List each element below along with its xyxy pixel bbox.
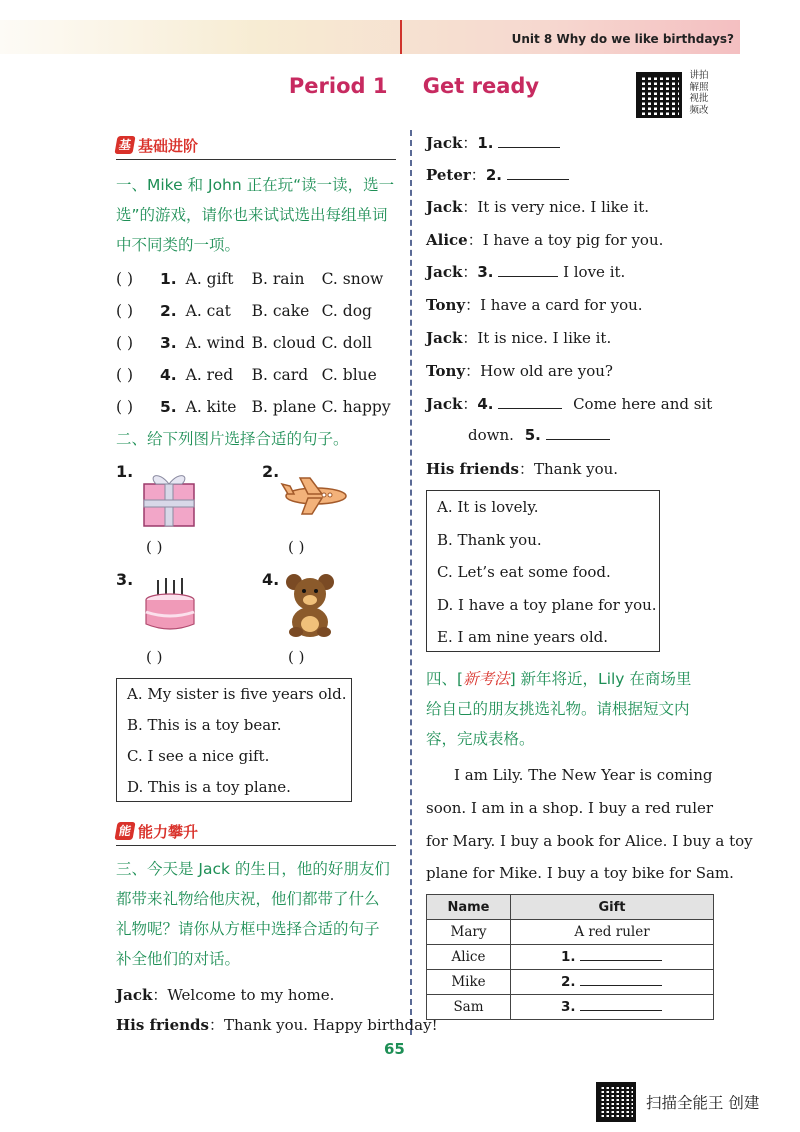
ex4-prompt-line: 容，完成表格。	[426, 730, 535, 748]
ex3-option-box	[426, 490, 660, 652]
ex3-prompt-line: 三、今天是 Jack 的生日，他的好朋友们	[116, 860, 390, 878]
speaker: Jack	[426, 134, 463, 152]
ex1-item	[116, 366, 377, 384]
new-method-tag: 新考法	[463, 670, 510, 688]
blank-number: 3.	[561, 999, 576, 1015]
page-number: 65	[384, 1040, 405, 1058]
section-ability-underline	[116, 845, 396, 846]
answer-blank[interactable]	[580, 999, 662, 1011]
dialog-line	[426, 393, 712, 414]
ex1-prompt-line: 中不同类的一项。	[116, 236, 241, 254]
answer-blank[interactable]	[498, 395, 562, 409]
option-line: C. Let’s eat some food.	[437, 563, 611, 581]
scanner-qr-icon	[596, 1082, 636, 1122]
speaker: His friends	[426, 460, 519, 478]
dialog-text: down.	[468, 426, 514, 444]
option-b: B. card	[251, 366, 309, 384]
sep: ：	[152, 986, 168, 1004]
item-number: 2.	[160, 302, 177, 320]
option-line: C. I see a nice gift.	[127, 747, 270, 765]
speaker: Tony	[426, 296, 466, 314]
dialog-text: Thank you.	[534, 460, 619, 478]
dialog-text: I love it.	[563, 263, 626, 281]
section-basic-icon: 基	[114, 136, 135, 154]
speaker: Jack	[116, 986, 153, 1004]
dialog-line	[426, 229, 663, 250]
answer-paren[interactable]: ( )	[146, 648, 163, 666]
column-divider	[410, 130, 412, 1035]
answer-paren[interactable]: ( )	[116, 270, 134, 288]
sep: ：	[208, 1016, 224, 1034]
ex1-prompt	[116, 170, 402, 260]
dialog-line	[426, 164, 569, 185]
dialog-line	[426, 196, 649, 217]
answer-paren[interactable]: ( )	[116, 302, 134, 320]
dialog-line	[426, 327, 611, 348]
option-line: D. I have a toy plane for you.	[437, 596, 657, 614]
answer-blank[interactable]	[580, 949, 662, 961]
sep: ：	[465, 362, 481, 380]
dialog-line	[116, 1014, 438, 1035]
section-basic-underline	[116, 159, 396, 160]
dialog-text: Welcome to my home.	[167, 986, 335, 1004]
speaker: His friends	[116, 1016, 209, 1034]
sep: ：	[462, 395, 478, 413]
sep: ：	[470, 166, 486, 184]
gift-box-icon	[138, 470, 202, 528]
ex1-item	[116, 270, 383, 288]
ex4-prompt-line	[426, 664, 726, 694]
blank-number: 2.	[485, 166, 502, 184]
sep: ：	[465, 296, 481, 314]
dialog-text: How old are you?	[480, 362, 613, 380]
blank-number: 2.	[561, 974, 576, 990]
passage-line: plane for Mike. I buy a toy bike for Sam.	[426, 864, 734, 882]
option-a: A. cat	[185, 302, 231, 320]
qr-caption: 讲拍解照视批频改	[689, 70, 709, 116]
speaker: Tony	[426, 362, 466, 380]
item-number: 1.	[160, 270, 177, 288]
option-c: C. blue	[321, 366, 377, 384]
answer-blank[interactable]	[498, 263, 558, 277]
gift-cell	[511, 995, 714, 1020]
dialog-line	[116, 984, 334, 1005]
dialog-text: It is nice. I like it.	[477, 329, 612, 347]
section-basic-label: 基础进阶	[138, 136, 199, 155]
dialog-text: Thank you. Happy birthday!	[224, 1016, 438, 1034]
option-b: B. cloud	[251, 334, 316, 352]
sep: ：	[467, 231, 483, 249]
option-b: B. rain	[251, 270, 305, 288]
ex1-prompt-line: 选”的游戏，请你也来试试选出每组单词	[116, 206, 388, 224]
speaker: Jack	[426, 329, 463, 347]
answer-blank[interactable]	[507, 166, 569, 180]
teddy-bear-icon	[282, 572, 338, 638]
header-separator	[400, 20, 402, 54]
dialog-line	[426, 261, 625, 282]
sep: ：	[462, 134, 478, 152]
ex3-prompt-line: 礼物呢？请你从方框中选择合适的句子	[116, 920, 380, 938]
blank-number: 3.	[477, 263, 494, 281]
option-line: B. This is a toy bear.	[127, 716, 282, 734]
answer-paren[interactable]: ( )	[116, 398, 134, 416]
dialog-text: Come here and sit	[573, 395, 713, 413]
ex4-prefix: 四、[	[426, 670, 464, 688]
ex4-prompt	[426, 664, 726, 754]
blank-number: 1.	[561, 949, 576, 965]
ex3-prompt	[116, 854, 406, 974]
answer-blank[interactable]	[546, 426, 610, 440]
ex1-item	[116, 398, 391, 416]
dialog-line	[468, 426, 610, 444]
table-row	[427, 920, 714, 945]
pic-number: 3.	[116, 570, 134, 589]
qr-code-icon[interactable]	[636, 72, 682, 118]
unit-title: Unit 8 Why do we like birthdays?	[511, 32, 734, 46]
speaker: Jack	[426, 198, 463, 216]
sep: ：	[518, 460, 534, 478]
ex3-prompt-line: 都带来礼物给他庆祝，他们都带了什么	[116, 890, 380, 908]
ex2-prompt: 二、给下列图片选择合适的句子。	[116, 430, 349, 448]
answer-paren[interactable]: ( )	[116, 366, 134, 384]
sep: ：	[462, 198, 478, 216]
option-c: C. happy	[321, 398, 391, 416]
section-ability-icon: 能	[114, 822, 135, 840]
section-ability-label: 能力攀升	[138, 822, 199, 841]
pic-number: 4.	[262, 570, 280, 589]
name-cell: Alice	[427, 945, 511, 970]
option-a: A. kite	[185, 398, 237, 416]
table-row	[427, 945, 714, 970]
answer-paren[interactable]: ( )	[288, 648, 305, 666]
dialog-text: I have a toy pig for you.	[482, 231, 664, 249]
name-cell: Mike	[427, 970, 511, 995]
pic-number: 2.	[262, 462, 280, 481]
blank-number: 1.	[477, 134, 494, 152]
dialog-line	[426, 132, 560, 153]
option-a: A. gift	[185, 270, 234, 288]
scanner-watermark	[596, 1082, 759, 1122]
table-row	[427, 970, 714, 995]
speaker: Alice	[426, 231, 468, 249]
option-c: C. doll	[321, 334, 372, 352]
section-ability-header	[116, 818, 396, 844]
option-line: B. Thank you.	[437, 531, 542, 549]
option-line: D. This is a toy plane.	[127, 778, 291, 796]
ex3-prompt-line: 补全他们的对话。	[116, 950, 241, 968]
column-header: Gift	[511, 895, 714, 920]
gift-table	[426, 894, 714, 1020]
dialog-text: I have a card for you.	[480, 296, 643, 314]
ex1-prompt-line: 一、Mike 和 John 正在玩“读一读，选一	[116, 176, 395, 194]
answer-paren[interactable]: ( )	[116, 334, 134, 352]
answer-blank[interactable]	[580, 974, 662, 986]
period-name: Get ready	[422, 74, 540, 98]
ex4-suffix: ] 新年将近，Lily 在商场里	[509, 670, 692, 688]
answer-blank[interactable]	[498, 134, 560, 148]
gift-cell	[511, 945, 714, 970]
ex4-prompt-line: 给自己的朋友挑选礼物。请根据短文内	[426, 700, 690, 718]
option-line: E. I am nine years old.	[437, 628, 609, 646]
ex2-option-box	[116, 678, 352, 802]
answer-paren[interactable]: ( )	[288, 538, 305, 556]
table-row	[427, 995, 714, 1020]
dialog-line	[426, 294, 643, 315]
dialog-text: It is very nice. I like it.	[477, 198, 649, 216]
option-c: C. dog	[321, 302, 372, 320]
speaker: Jack	[426, 395, 463, 413]
gift-cell	[511, 970, 714, 995]
toy-plane-icon	[280, 474, 350, 518]
pic-number: 1.	[116, 462, 134, 481]
ex1-item	[116, 302, 372, 320]
answer-paren[interactable]: ( )	[146, 538, 163, 556]
speaker: Jack	[426, 263, 463, 281]
option-c: C. snow	[321, 270, 384, 288]
ex1-item	[116, 334, 372, 352]
blank-number: 4.	[477, 395, 494, 413]
item-number: 3.	[160, 334, 177, 352]
passage-line: I am Lily. The New Year is coming	[454, 766, 713, 784]
option-line: A. My sister is five years old.	[127, 685, 347, 703]
speaker: Peter	[426, 166, 471, 184]
birthday-cake-icon	[140, 576, 200, 634]
scanner-label: 扫描全能王 创建	[646, 1094, 760, 1112]
item-number: 4.	[160, 366, 177, 384]
column-header: Name	[427, 895, 511, 920]
name-cell: Mary	[427, 920, 511, 945]
dialog-line	[426, 360, 613, 381]
passage-line: soon. I am in a shop. I buy a red ruler	[426, 799, 714, 817]
sep: ：	[462, 263, 478, 281]
option-a: A. red	[185, 366, 234, 384]
table-header-row	[427, 895, 714, 920]
gift-cell: A red ruler	[511, 920, 714, 945]
blank-number: 5.	[524, 426, 541, 444]
dialog-line	[426, 458, 618, 479]
name-cell: Sam	[427, 995, 511, 1020]
option-b: B. plane	[251, 398, 317, 416]
option-a: A. wind	[185, 334, 245, 352]
passage-line: for Mary. I buy a book for Alice. I buy a toy	[426, 832, 753, 850]
period-label: Period 1	[288, 74, 388, 98]
option-line: A. It is lovely.	[437, 498, 539, 516]
option-b: B. cake	[251, 302, 310, 320]
sep: ：	[462, 329, 478, 347]
item-number: 5.	[160, 398, 177, 416]
section-basic-header	[116, 132, 396, 158]
